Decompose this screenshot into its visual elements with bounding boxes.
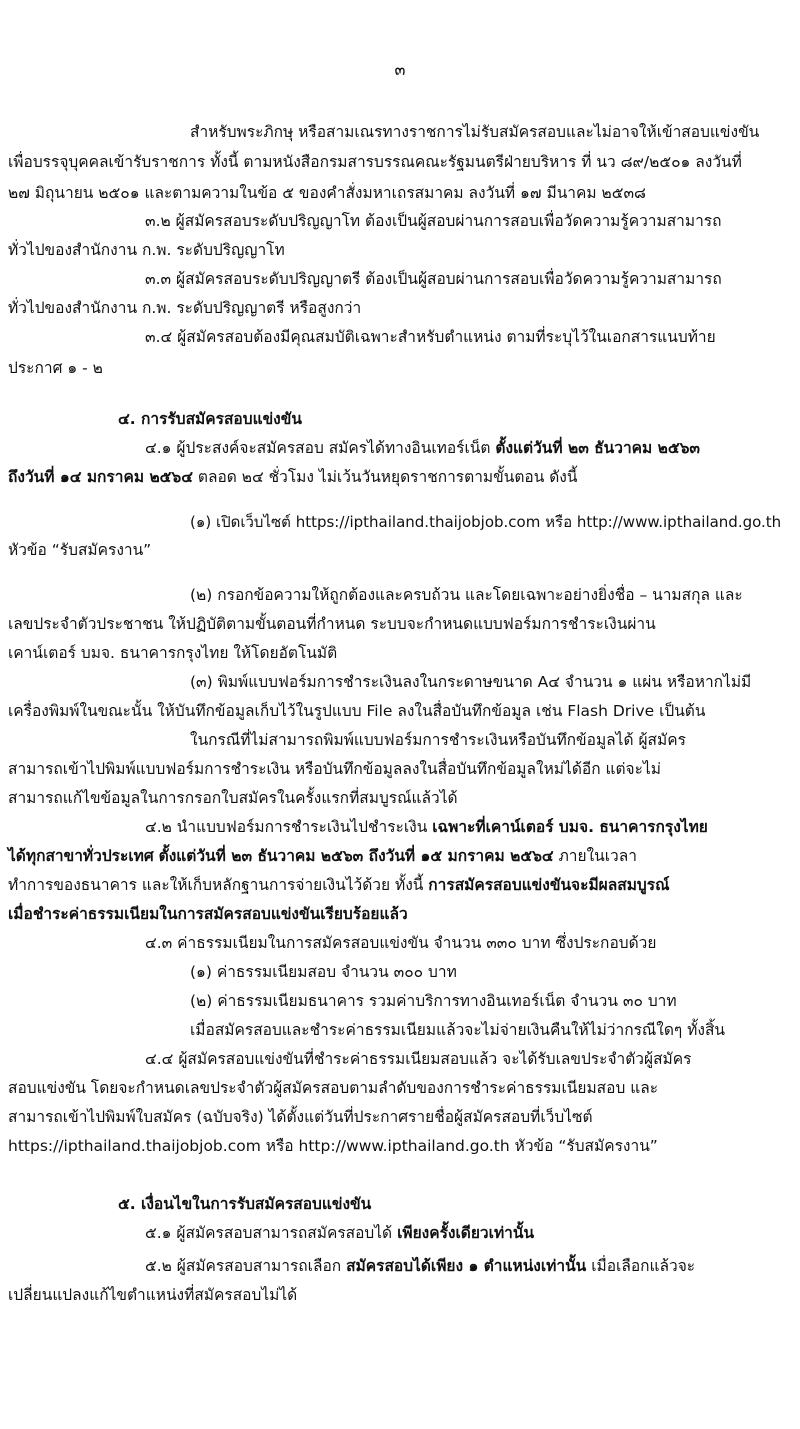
url-text[interactable]: https://ipthailand.thaijobjob.com <box>8 1137 261 1155</box>
text-segment: เปลี่ยนแปลงแก้ไขตำแหน่งที่สมัครสอบไม่ได้ <box>8 1286 298 1304</box>
text-line <box>8 1285 297 1305</box>
text-line <box>190 1020 725 1040</box>
text-segment: ภายในเวลา <box>553 847 637 865</box>
text-line <box>8 875 669 895</box>
bold-text: ถึงวันที่ ๑๔ มกราคม ๒๕๖๔ <box>8 468 193 486</box>
text-line <box>190 730 686 750</box>
text-segment: หรือ <box>260 1137 299 1155</box>
bold-text: การสมัครสอบแข่งขันจะมีผลสมบูรณ์ <box>428 876 670 894</box>
text-line <box>8 240 285 260</box>
text-segment: สามารถแก้ไขข้อมูลในการกรอกใบสมัครในครั้งแรกที่สมบูรณ์แล้วได้ <box>8 789 458 807</box>
text-segment: หัวข้อ “รับสมัครงาน” <box>8 541 152 559</box>
text-line <box>8 298 361 318</box>
text-line <box>8 1136 658 1156</box>
text-line <box>145 438 700 458</box>
text-segment: (๒) กรอกข้อความให้ถูกต้องและครบถ้วน และโดยเฉพาะอย่างยิ่งชื่อ – นามสกุล และ <box>190 586 743 604</box>
text-line <box>118 409 302 429</box>
text-segment: ๕.๒ ผู้สมัครสอบสามารถเลือก <box>145 1257 347 1275</box>
text-line <box>8 358 103 378</box>
text-line <box>8 540 151 560</box>
bold-text: สมัครสอบได้เพียง ๑ ตำแหน่งเท่านั้น <box>346 1257 587 1275</box>
text-line <box>145 933 656 953</box>
bold-text: ตั้งแต่วันที่ ๒๓ ธันวาคม ๒๕๖๓ <box>495 439 701 457</box>
text-line <box>8 701 705 721</box>
text-segment: ๔.๓ ค่าธรรมเนียมในการสมัครสอบแข่งขัน จำนวน ๓๓๐ บาท ซึ่งประกอบด้วย <box>145 934 657 952</box>
text-line <box>8 759 661 779</box>
text-segment: เลขประจำตัวประชาชน ให้ปฏิบัติตามขั้นตอนที่กำหนด ระบบจะกำหนดแบบฟอร์มการชำระเงินผ่าน <box>8 615 656 633</box>
text-line <box>145 1256 695 1276</box>
text-segment: ๒๗ มิถุนายน ๒๕๐๑ และตามความในข้อ ๕ ของคำสั่งมหาเถรสมาคม ลงวันที่ ๑๗ มีนาคม ๒๕๓๘ <box>8 184 647 202</box>
text-line <box>145 269 722 289</box>
url-text[interactable]: http://www.ipthailand.go.th <box>298 1137 510 1155</box>
text-segment: ทั่วไปของสำนักงาน ก.พ. ระดับปริญญาตรี หรือสูงกว่า <box>8 299 362 317</box>
text-segment: ๔.๑ ผู้ประสงค์จะสมัครสอบ สมัครได้ทางอินเทอร์เน็ต <box>145 439 496 457</box>
text-segment: เมื่อเลือกแล้วจะ <box>586 1257 696 1275</box>
text-segment: เคาน์เตอร์ บมจ. ธนาคารกรุงไทย ให้โดยอัตโนมัติ <box>8 644 338 662</box>
text-line <box>8 846 637 866</box>
text-segment: ทำการของธนาคาร และให้เก็บหลักฐานการจ่ายเงินไว้ด้วย ทั้งนี้ <box>8 876 429 894</box>
text-segment: (๒) ค่าธรรมเนียมธนาคาร รวมค่าบริการทางอินเทอร์เน็ต จำนวน ๓๐ บาท <box>190 992 677 1010</box>
bold-text: เมื่อชำระค่าธรรมเนียมในการสมัครสอบแข่งขันเรียบร้อยแล้ว <box>8 905 408 923</box>
page-number: ๓ <box>394 60 406 79</box>
text-segment: หัวข้อ “รับสมัครงาน” <box>509 1137 658 1155</box>
text-segment: เครื่องพิมพ์ในขณะนั้น ให้บันทึกข้อมูลเก็บไว้ในรูปแบบ File ลงในสื่อบันทึกข้อมูล เช่น Flash Drive เป็นต้น <box>8 702 706 720</box>
text-segment: ประกาศ ๑ - ๒ <box>8 359 103 377</box>
text-segment: ๓.๒ ผู้สมัครสอบระดับปริญญาโท ต้องเป็นผู้สอบผ่านการสอบเพื่อวัดความรู้ความสามารถ <box>145 212 722 230</box>
text-line <box>145 327 716 347</box>
text-line <box>190 991 677 1011</box>
text-line <box>190 962 457 982</box>
bold-text: เพียงครั้งเดียวเท่านั้น <box>397 1224 535 1242</box>
text-segment: สามารถเข้าไปพิมพ์ใบสมัคร (ฉบับจริง) ได้ตั้งแต่วันที่ประกาศรายชื่อผู้สมัครสอบที่เว็บไซต์ <box>8 1108 593 1126</box>
text-line <box>190 585 743 605</box>
text-segment: ๓.๔ ผู้สมัครสอบต้องมีคุณสมบัติเฉพาะสำหรับตำแหน่ง ตามที่ระบุไว้ในเอกสารแนบท้าย <box>145 328 716 346</box>
url-text[interactable]: http://www.ipthailand.go.th <box>576 513 782 531</box>
text-line <box>190 672 751 692</box>
text-line <box>145 817 708 837</box>
text-segment: (๓) พิมพ์แบบฟอร์มการชำระเงินลงในกระดาษขนาด A๔ จำนวน ๑ แผ่น หรือหากไม่มี <box>190 673 752 691</box>
text-line <box>145 211 722 231</box>
text-segment: ๔.๒ นำแบบฟอร์มการชำระเงินไปชำระเงิน <box>145 818 433 836</box>
text-line <box>190 512 781 532</box>
bold-text: เฉพาะที่เคาน์เตอร์ บมจ. ธนาคารกรุงไทย <box>432 818 708 836</box>
bold-text: ได้ทุกสาขาทั่วประเทศ <box>8 847 154 865</box>
text-line <box>8 183 646 203</box>
text-line <box>190 122 759 142</box>
text-line <box>8 152 742 172</box>
bold-text: ๕. เงื่อนไขในการรับสมัครสอบแข่งขัน <box>118 1195 372 1213</box>
text-segment: (๑) ค่าธรรมเนียมสอบ จำนวน ๓๐๐ บาท <box>190 963 457 981</box>
text-line <box>8 614 656 634</box>
text-segment: หรือ <box>540 513 577 531</box>
bold-text: ตั้งแต่วันที่ ๒๓ ธันวาคม ๒๕๖๓ ถึงวันที่ ๑๕ มกราคม ๒๕๖๔ <box>158 847 554 865</box>
text-segment: ๔.๔ ผู้สมัครสอบแข่งขันที่ชำระค่าธรรมเนียมสอบแล้ว จะได้รับเลขประจำตัวผู้สมัคร <box>145 1050 692 1068</box>
text-segment: ๕.๑ ผู้สมัครสอบสามารถสมัครสอบได้ <box>145 1224 398 1242</box>
text-line <box>8 1078 658 1098</box>
text-segment: เพื่อบรรจุบุคคลเข้ารับราชการ ทั้งนี้ ตามหนังสือกรมสารบรรณคณะรัฐมนตรีฝ่ายบริหาร ที่ นว ๘๙/๒๕๐๑ ลงวันที่ <box>8 153 742 171</box>
text-line <box>145 1049 691 1069</box>
text-segment: ๓.๓ ผู้สมัครสอบระดับปริญญาตรี ต้องเป็นผู้สอบผ่านการสอบเพื่อวัดความรู้ความสามารถ <box>145 270 722 288</box>
text-segment: สามารถเข้าไปพิมพ์แบบฟอร์มการชำระเงิน หรือบันทึกข้อมูลลงในสื่อบันทึกข้อมูลใหม่ได้อีก แต่จะไม่ <box>8 760 661 778</box>
text-line <box>8 467 577 487</box>
text-line <box>8 643 337 663</box>
text-line <box>8 1107 593 1127</box>
url-text[interactable]: https://ipthailand.thaijobjob.com <box>295 513 541 531</box>
text-segment: ในกรณีที่ไม่สามารถพิมพ์แบบฟอร์มการชำระเงินหรือบันทึกข้อมูลได้ ผู้สมัคร <box>190 731 686 749</box>
text-segment: สำหรับพระภิกษุ หรือสามเณรทางราชการไม่รับสมัครสอบและไม่อาจให้เข้าสอบแข่งขัน <box>190 123 760 141</box>
text-segment: ทั่วไปของสำนักงาน ก.พ. ระดับปริญญาโท <box>8 241 285 259</box>
text-segment: เมื่อสมัครสอบและชำระค่าธรรมเนียมแล้วจะไม่จ่ายเงินคืนให้ไม่ว่ากรณีใดๆ ทั้งสิ้น <box>190 1021 726 1039</box>
text-line <box>145 1223 534 1243</box>
text-segment: (๑) เปิดเว็บไซต์ <box>190 513 296 531</box>
text-segment: ตลอด ๒๔ ชั่วโมง ไม่เว้นวันหยุดราชการตามขั้นตอน ดังนี้ <box>192 468 578 486</box>
text-line <box>8 904 408 924</box>
text-line <box>118 1194 371 1214</box>
text-segment: สอบแข่งขัน โดยจะกำหนดเลขประจำตัวผู้สมัครสอบตามลำดับของการชำระค่าธรรมเนียมสอบ และ <box>8 1079 659 1097</box>
bold-text: ๔. การรับสมัครสอบแข่งขัน <box>118 410 302 428</box>
text-line <box>8 788 458 808</box>
